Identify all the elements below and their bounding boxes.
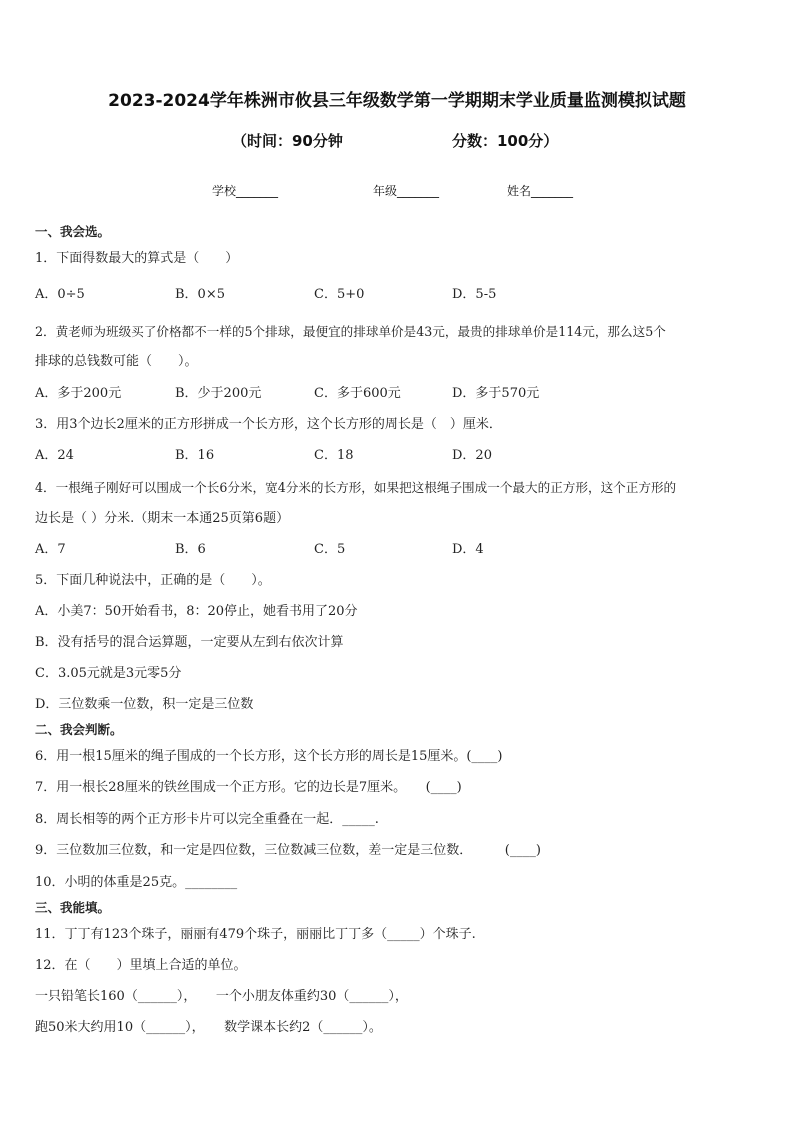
q1-option-c: C．5+0 — [314, 287, 365, 302]
question-12: 12．在（ ）里填上合适的单位。 — [35, 958, 247, 973]
q4-option-a: A．7 — [35, 542, 66, 557]
q1-option-a: A．0÷5 — [35, 287, 85, 302]
q5-option-a: A．小美7：50开始看书，8：20停止，她看书用了20分 — [35, 604, 358, 619]
q4-option-c: C．5 — [314, 542, 346, 557]
section-heading-judge: 二、我会判断。 — [35, 722, 123, 737]
exam-title: 2023-2024学年株洲市攸县三年级数学第一学期期末学业质量监测模拟试题 — [108, 91, 686, 111]
q5-option-c: C．3.05元就是3元零5分 — [35, 666, 182, 681]
grade-field: 年级_______ — [373, 184, 440, 198]
q3-option-a: A．24 — [35, 448, 74, 463]
question-2-line2: 排球的总钱数可能（ ）。 — [35, 354, 198, 369]
q4-option-b: B．6 — [175, 542, 206, 557]
q12-line2: 跑50米大约用10（______）， 数学课本长约2（______）。 — [35, 1020, 382, 1035]
section-heading-choice: 一、我会选。 — [35, 224, 111, 239]
school-field: 学校_______ — [212, 184, 279, 198]
question-9: 9．三位数加三位数，和一定是四位数，三位数减三位数，差一定是三位数． (____) — [35, 843, 541, 858]
question-4-line1: 4．一根绳子刚好可以围成一个长6分米，宽4分米的长方形，如果把这根绳子围成一个最大的正方形，这个正方形的 — [35, 480, 677, 495]
q3-option-c: C．18 — [314, 448, 354, 463]
question-2-line1: 2．黄老师为班级买了价格都不一样的5个排球，最便宜的排球单价是43元，最贵的排球单价是114元，那么这5个 — [35, 324, 666, 339]
q2-option-b: B．少于200元 — [175, 386, 262, 401]
question-8: 8．周长相等的两个正方形卡片可以完全重叠在一起．_____. — [35, 812, 379, 827]
q5-option-d: D．三位数乘一位数，积一定是三位数 — [35, 697, 254, 712]
exam-time: （时间：90分钟 — [232, 132, 343, 150]
question-11: 11．丁丁有123个珠子，丽丽有479个珠子，丽丽比丁丁多（_____）个珠子. — [35, 927, 476, 942]
question-7: 7．用一根长28厘米的铁丝围成一个正方形。它的边长是7厘米。 (____) — [35, 780, 462, 795]
q2-option-c: C．多于600元 — [314, 386, 401, 401]
q5-option-b: B．没有括号的混合运算题，一定要从左到右依次计算 — [35, 635, 344, 650]
q3-option-d: D．20 — [452, 448, 492, 463]
q2-option-a: A．多于200元 — [35, 386, 122, 401]
question-4-line2: 边长是（ ）分米.（期末一本通25页第6题） — [35, 511, 290, 526]
q3-option-b: B．16 — [175, 448, 215, 463]
q1-option-b: B．0×5 — [175, 287, 225, 302]
section-heading-fill: 三、我能填。 — [35, 900, 111, 915]
q2-option-d: D．多于570元 — [452, 386, 540, 401]
q1-option-d: D．5-5 — [452, 287, 497, 302]
q4-option-d: D．4 — [452, 542, 484, 557]
question-3: 3．用3个边长2厘米的正方形拼成一个长方形，这个长方形的周长是（ ）厘米． — [35, 417, 502, 432]
name-field: 姓名_______ — [507, 184, 574, 198]
question-6: 6．用一根15厘米的绳子围成的一个长方形，这个长方形的周长是15厘米。(____) — [35, 749, 503, 764]
question-1: 1．下面得数最大的算式是（ ） — [35, 251, 239, 266]
question-5: 5．下面几种说法中，正确的是（ ）。 — [35, 573, 271, 588]
exam-score: 分数：100分） — [452, 132, 559, 150]
question-10: 10．小明的体重是25克。________ — [35, 875, 238, 890]
q12-line1: 一只铅笔长160（______）， 一个小朋友体重约30（______）， — [35, 989, 408, 1004]
